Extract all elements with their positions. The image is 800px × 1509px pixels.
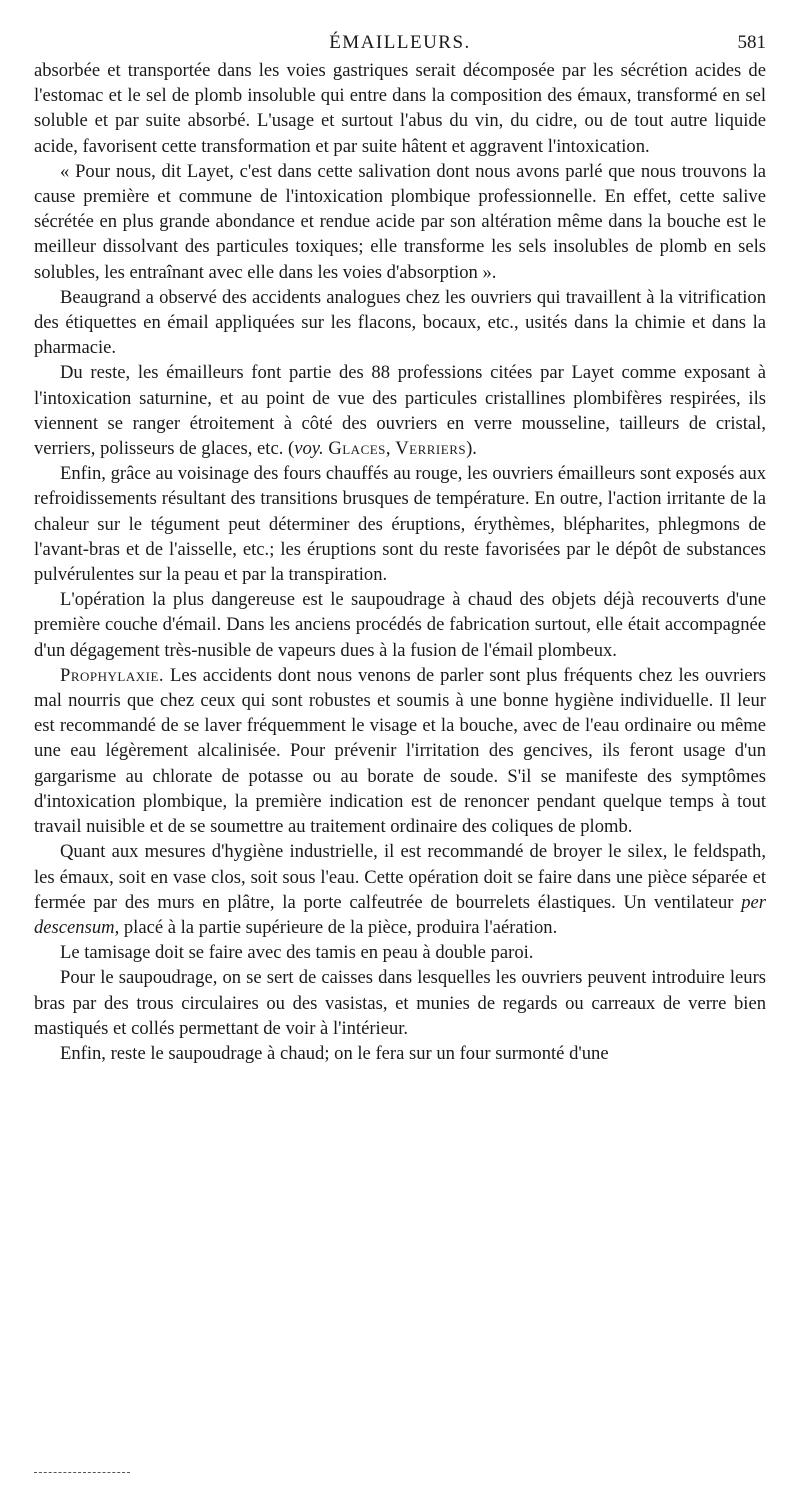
page-number: 581 (737, 32, 766, 53)
verriers-reference: Verriers (395, 438, 467, 460)
paragraph-7 (34, 663, 766, 839)
reference-separator: , (385, 438, 396, 460)
paragraph-10: Pour le saupoudrage, on se sert de caisses dans lesquelles les ouvriers peuvent introduire leurs bras par des trous circulaires ou des vasistas, et munies de regards ou carreaux de verre bien mastiqués et collés permettant de voir à l'intérieur. (34, 967, 766, 1039)
paragraph-8 (34, 839, 766, 940)
running-header (34, 28, 766, 58)
paragraph-3: Beaugrand a observé des accidents analogues chez les ouvriers qui travaillent à la vitrification des étiquettes en émail appliquées sur les flacons, bocaux, etc., usités dans la chimie et dans la pharmacie. (34, 286, 766, 359)
paragraph-1: absorbée et transportée dans les voies gastriques serait décomposée par les sécrétion acides de l'estomac et le sel de plomb insoluble qui entre dans la composition des émaux, transformé en sel soluble et par suite absorbé. L'usage et surtout l'abus du vin, du cidre, ou de tout autre liquide acide, favorisent cette transformation et par suite hâtent et aggravent l'intoxication. (34, 60, 766, 157)
paragraph-9: Le tamisage doit se faire avec des tamis en peau à double paroi. (60, 942, 534, 964)
document-page (34, 28, 766, 1066)
body-text (34, 58, 766, 1066)
paragraph-5: Enfin, grâce au voisinage des fours chauffés au rouge, les ouvriers émailleurs sont exposés aux refroidissements résultant des transitions brusques de température. En outre, l'action irritante de la chaleur sur le tégument peut déterminer des éruptions, érythèmes, blépharites, phlegmons de l'avant-bras et de l'aisselle, etc.; les éruptions sont du reste favorisées par le dépôt de substances pulvérulentes sur la peau et par la transpiration. (34, 463, 766, 586)
paragraph-4 (34, 360, 766, 461)
paragraph-11: Enfin, reste le saupoudrage à chaud; on le fera sur un four surmonté d'une (60, 1042, 609, 1064)
paragraph-4-text: Du reste, les émailleurs font partie des 88 professions citées par Layet comme exposant à l'intoxication saturnine, et au point de vue des particules cristallines plombifères respirées, ils viennent se ranger étroitement à côté des ouvriers en verre mousseline, tailleurs de cristal, verriers, polisseurs de glaces, etc. ( (34, 362, 766, 460)
prophylaxie-heading: Prophylaxie. (60, 664, 165, 686)
running-title: ÉMAILLEURS. (329, 32, 471, 53)
paragraph-4-end: ). (466, 438, 477, 460)
paragraph-8-end: , placé à la partie supérieure de la pièce, produira l'aération. (114, 916, 558, 938)
per-descensum-term: per descensum (34, 891, 766, 938)
voy-reference: voy. (294, 438, 324, 460)
paragraph-8-text: Quant aux mesures d'hygiène industrielle, il est recommandé de broyer le silex, le feldspath, les émaux, soit en vase clos, soit sous l'eau. Cette opération doit se faire dans une pièce séparée et fermée par des murs en plâtre, la porte calfeutrée de bourrelets élastiques. Un ventilateur (34, 841, 766, 913)
glaces-reference: Glaces (328, 438, 386, 460)
paragraph-7-text: Les accidents dont nous venons de parler sont plus fréquents chez les ouvriers mal nourris que chez ceux qui sont robustes et soumis à une bonne hygiène individuelle. Il leur est recommandé de se laver fréquemment le visage et la bouche, avec de l'eau ordinaire ou même une eau légèrement alcalinisée. Pour prévenir l'irritation des gencives, ils feront usage d'un gargarisme au chlorate de potasse ou au borate de soude. S'il se manifeste des symptômes d'intoxication plombique, la première indication est de renoncer pendant quelque temps à tout travail nuisible et de se soumettre au traitement ordinaire des coliques de plomb. (34, 664, 766, 838)
footer-rule (34, 1472, 130, 1473)
paragraph-6: L'opération la plus dangereuse est le saupoudrage à chaud des objets déjà recouverts d'une première couche d'émail. Dans les anciens procédés de fabrication surtout, elle était accompagnée d'un dégagement très-nusible de vapeurs dues à la fusion de l'émail plombeux. (34, 589, 766, 661)
paragraph-2: « Pour nous, dit Layet, c'est dans cette salivation dont nous avons parlé que nous trouvons la cause première et commune de l'intoxication plombique professionnelle. En effet, cette salive sécrétée en plus grande abondance et rendue acide par son altération même dans la bouche est le meilleur dissolvant des particules toxiques; elle transforme les sels insolubles de plomb en sels solubles, les entraînant avec elle dans les voies d'absorption ». (34, 160, 766, 283)
